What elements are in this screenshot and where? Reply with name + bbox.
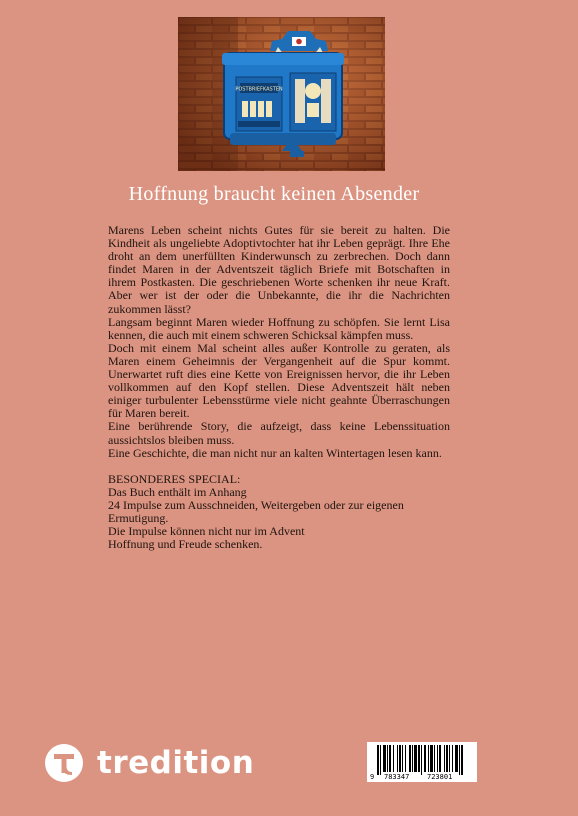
- cover-photo: [178, 17, 385, 171]
- back-cover-blurb: [108, 224, 450, 551]
- blue-mailbox-photo: [178, 17, 385, 171]
- barcode-bar: [383, 745, 386, 772]
- special-line: Das Buch enthält im Anhang: [108, 484, 247, 499]
- barcode-bar: [452, 745, 453, 772]
- barcode-bar: [424, 745, 426, 772]
- blurb-paragraph: Eine berührende Story, die aufzeigt, dass keine Lebenssituation aussichtslos bleiben muss.: [108, 419, 450, 447]
- barcode-bar: [444, 745, 445, 772]
- barcode-digit-group1: 783347: [384, 773, 410, 781]
- publisher-logo: [45, 743, 254, 783]
- blurb-paragraph: Langsam beginnt Maren wieder Hoffnung zu schöpfen. Sie lernt Lisa kennen, die auch mit einem schweren Schicksal kämpfen muss.: [108, 314, 450, 342]
- barcode-digit-group2: 723801: [427, 773, 453, 781]
- blurb-paragraph: Eine Geschichte, die man nicht nur an kalten Wintertagen lesen kann.: [108, 445, 442, 460]
- barcode-bar: [434, 745, 435, 772]
- barcode-bar: [414, 745, 417, 772]
- isbn-barcode-icon: [367, 742, 477, 782]
- barcode-bar: [421, 745, 422, 775]
- barcode-bar: [455, 745, 458, 772]
- special-line: Hoffnung und Freude schenken.: [108, 537, 263, 552]
- barcode-bar: [418, 745, 420, 772]
- book-title: Hoffnung braucht keinen Absender: [128, 183, 420, 205]
- barcode-bar: [428, 745, 429, 772]
- barcode-bar: [393, 745, 394, 772]
- barcode-bar: [461, 745, 463, 775]
- barcode-bar: [446, 745, 448, 772]
- barcode-bar: [377, 745, 379, 775]
- barcode-bar: [402, 745, 403, 772]
- barcode-bar: [459, 745, 460, 775]
- publisher-name: tredition: [97, 745, 255, 781]
- tredition-logo-icon: [45, 744, 83, 782]
- blurb-paragraph: Doch mit einem Mal scheint alles außer Kontrolle zu geraten, als Maren einem Geheimnis der Vergangenheit auf die Spur kommt. Unerwartet ruft dies eine Kette von Ereignissen hervor, die ihr Leben vollkommen auf den Kopf stellen. Diese Adventszeit hält neben einiger turbulenter Lebensstürme viele nicht geahnte Überraschungen für Maren bereit.: [108, 340, 450, 421]
- special-line: Die Impulse können nicht nur im Advent: [108, 524, 305, 539]
- barcode-bar: [412, 745, 413, 772]
- blurb-paragraph: Marens Leben scheint nichts Gutes für sie bereit zu halten. Die Kindheit als ungeliebte Adoptivtochter hat ihr Leben geprägt. Ihre Ehe droht an dem unerfüllten Kinderwunsch zu zerbrechen. Doch dann findet Maren in der Adventszeit täglich Briefe mit Botschaften in ihrem Postkasten. Die geschriebenen Worte schenken ihr neue Kraft. Aber wer ist der oder die Unbekannte, die ihr die Nachrichten zukommen lässt?: [108, 223, 450, 316]
- barcode-digit-prefix: 9: [370, 773, 375, 781]
- barcode-bar: [389, 745, 391, 772]
- barcode-bar: [397, 745, 398, 772]
- spacer: [108, 460, 450, 473]
- barcode-bar: [430, 745, 433, 772]
- special-line: 24 Impulse zum Ausschneiden, Weitergeben oder zur eigenen Ermutigung.: [108, 497, 404, 525]
- barcode-bar: [387, 745, 388, 772]
- barcode-bar: [409, 745, 411, 772]
- barcode-bar: [380, 745, 381, 775]
- barcode-bar: [439, 745, 441, 772]
- barcode-bar: [405, 745, 406, 772]
- barcode-bar: [399, 745, 401, 772]
- mailbox-sign: POSTBRIEFKASTEN: [235, 86, 283, 93]
- barcode-bar: [437, 745, 438, 772]
- special-heading: BESONDERES SPECIAL:: [108, 471, 241, 486]
- barcode-bar: [449, 745, 450, 772]
